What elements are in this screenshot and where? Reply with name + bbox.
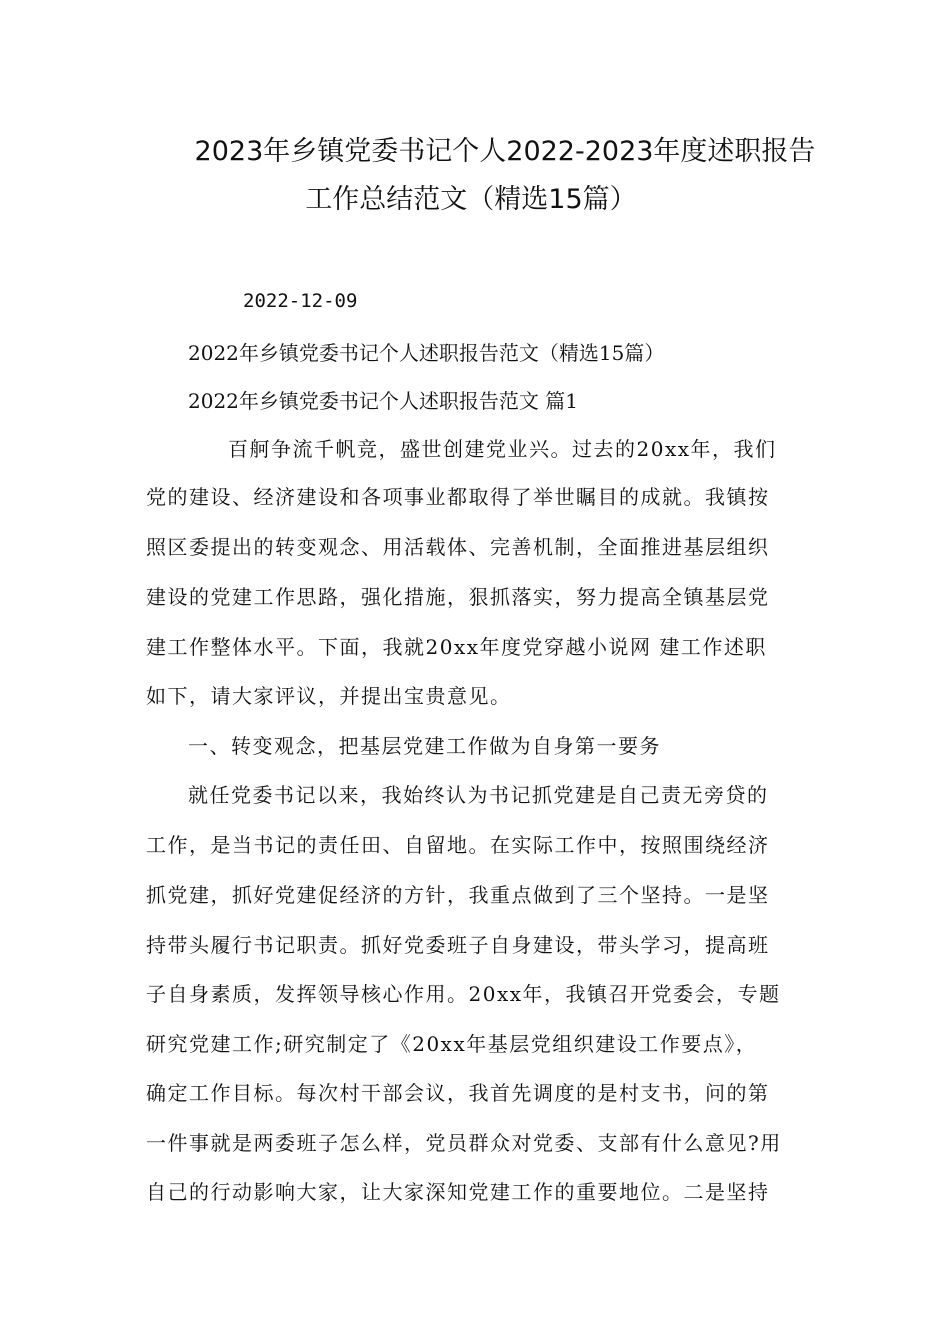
- paragraph-1-line: 百舸争流千帆竞，盛世创建党业兴。过去的20xx年，我们: [228, 437, 777, 461]
- paragraph-2-line: 确定工作目标。每次村干部会议，我首先调度的是村支书，问的第: [146, 1081, 770, 1105]
- document-date: 2022-12-09: [243, 290, 358, 312]
- paragraph-2-line: 自己的行动影响大家，让大家深知党建工作的重要地位。二是坚持: [146, 1180, 770, 1204]
- paragraph-2-line: 子自身素质，发挥领导核心作用。20xx年，我镇召开党委会，专题: [146, 982, 781, 1006]
- paragraph-1-line: 建工作整体水平。下面，我就20xx年度党穿越小说网 建工作述职: [146, 635, 767, 659]
- paragraph-1-line: 照区委提出的转变观念、用活载体、完善机制，全面推进基层组织: [146, 535, 770, 559]
- document-title-line-2: 工作总结范文（精选15篇）: [305, 184, 637, 215]
- section-heading: 2022年乡镇党委书记个人述职报告范文 篇1: [188, 389, 578, 413]
- document-title-line-1: 2023年乡镇党委书记个人2022-2023年度述职报告: [194, 136, 816, 167]
- paragraph-2-line: 一件事就是两委班子怎么样，党员群众对党委、支部有什么意见?用: [146, 1131, 782, 1155]
- paragraph-2-line: 抓党建，抓好党建促经济的方针，我重点做到了三个坚持。一是坚: [146, 883, 770, 907]
- paragraph-2-line: 工作，是当书记的责任田、自留地。在实际工作中，按照围绕经济: [146, 833, 770, 857]
- document-subtitle: 2022年乡镇党委书记个人述职报告范文（精选15篇）: [188, 341, 665, 365]
- paragraph-2-line: 就任党委书记以来，我始终认为书记抓党建是自己责无旁贷的: [188, 783, 769, 807]
- paragraph-2-line: 持带头履行书记职责。抓好党委班子自身建设，带头学习，提高班: [146, 933, 770, 957]
- paragraph-1-line: 党的建设、经济建设和各项事业都取得了举世瞩目的成就。我镇按: [146, 485, 770, 509]
- heading-1: 一、转变观念，把基层党建工作做为自身第一要务: [188, 734, 661, 758]
- paragraph-2-line: 研究党建工作;研究制定了《20xx年基层党组织建设工作要点》，: [146, 1032, 758, 1056]
- paragraph-1-line: 建设的党建工作思路，强化措施，狠抓落实，努力提高全镇基层党: [146, 585, 770, 609]
- paragraph-1-line: 如下，请大家评议，并提出宝贵意见。: [146, 684, 512, 708]
